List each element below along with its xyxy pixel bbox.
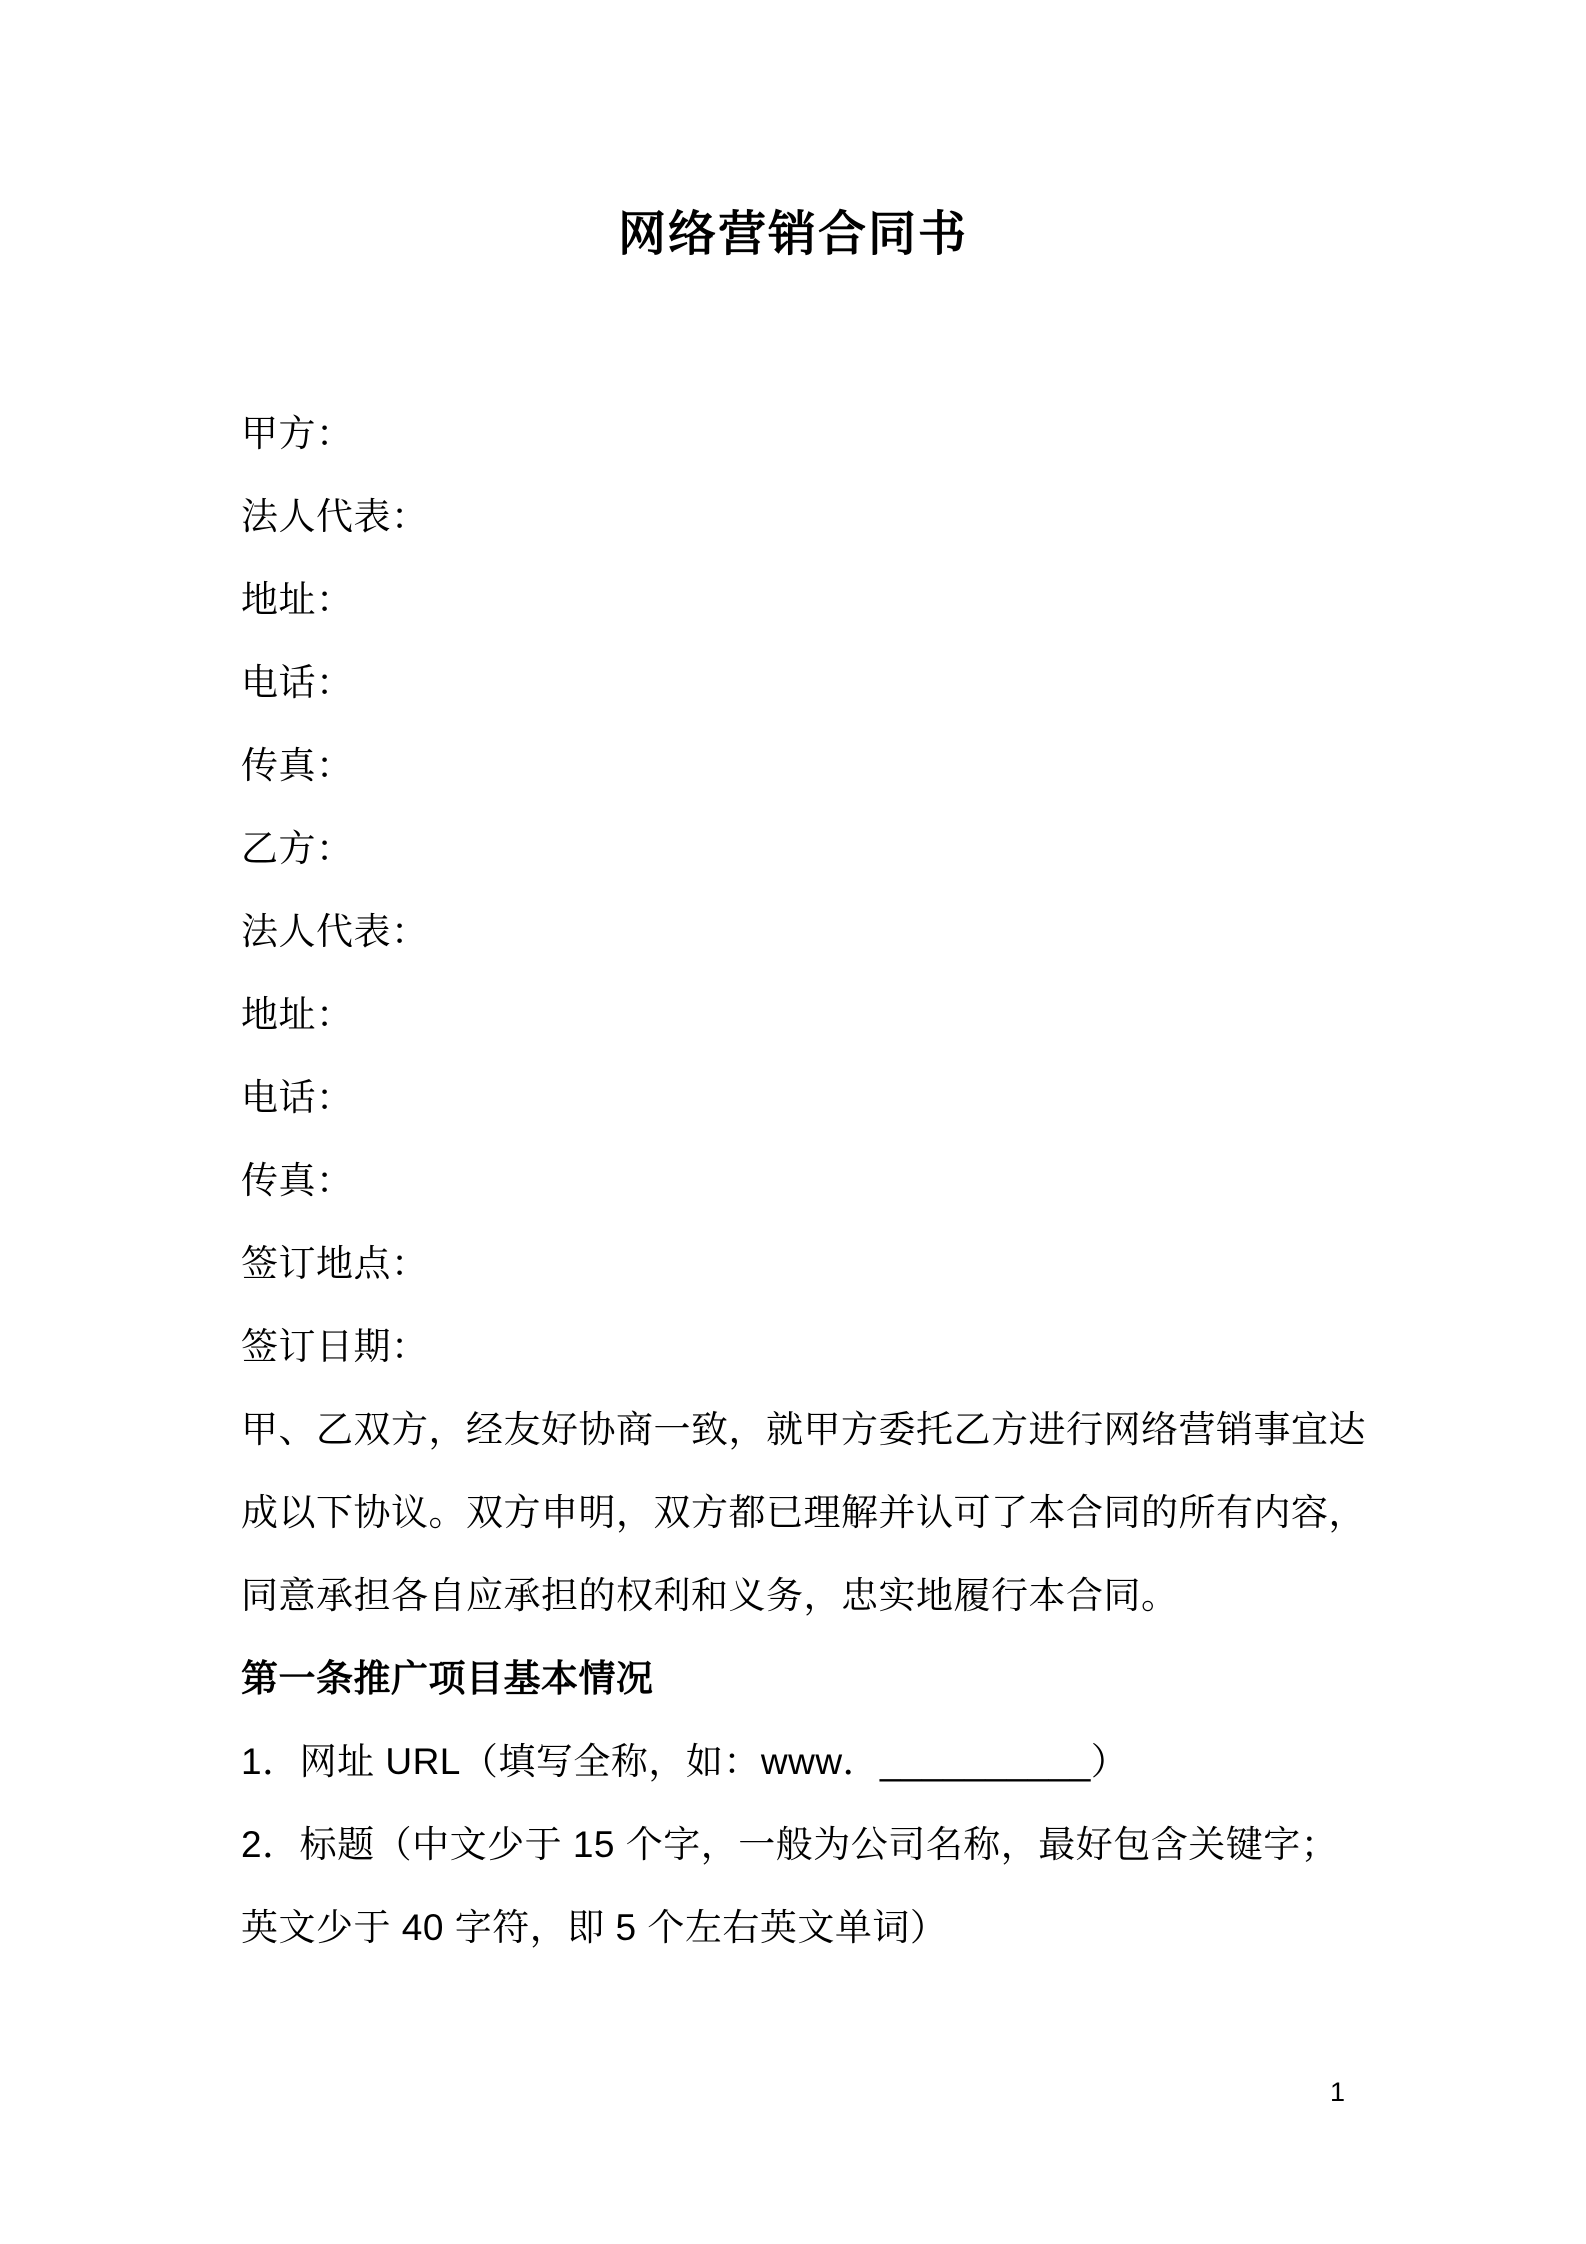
- party-a-name-label: 甲方：: [241, 413, 354, 454]
- preamble-line: 甲、乙双方，经友好协商一致，就甲方委托乙方进行网络营销事宜达: [241, 1409, 1366, 1450]
- document-body: [0, 392, 1586, 1969]
- page-number: 1: [1330, 2077, 1346, 2107]
- party-a-address-label: 地址：: [241, 579, 354, 620]
- document-title: 网络营销合同书: [617, 208, 968, 261]
- signing-place-label: 签订地点：: [241, 1243, 429, 1284]
- party-a-fax-label: 传真：: [241, 745, 354, 786]
- preamble-line: 成以下协议。双方申明，双方都已理解并认可了本合同的所有内容，: [241, 1492, 1366, 1533]
- preamble-line: 同意承担各自应承担的权利和义务，忠实地履行本合同。: [241, 1575, 1179, 1616]
- party-b-fax-label: 传真：: [241, 1160, 354, 1201]
- party-b-name-label: 乙方：: [241, 828, 354, 869]
- section1-item-title-line1: 2．标题（中文少于 15 个字，一般为公司名称，最好包含关键字；: [241, 1824, 1339, 1865]
- party-b-legal-rep-label: 法人代表：: [241, 911, 429, 952]
- section1-item-url: 1．网址 URL（填写全称，如：www．__________）: [241, 1741, 1129, 1782]
- party-b-phone-label: 电话：: [241, 1077, 354, 1118]
- party-a-phone-label: 电话：: [241, 662, 354, 703]
- party-b-address-label: 地址：: [241, 994, 354, 1035]
- signing-date-label: 签订日期：: [241, 1326, 429, 1367]
- section1-item-title-line2: 英文少于 40 字符，即 5 个左右英文单词）: [241, 1907, 948, 1948]
- party-a-legal-rep-label: 法人代表：: [241, 496, 429, 537]
- section1-heading: 第一条推广项目基本情况: [241, 1658, 654, 1699]
